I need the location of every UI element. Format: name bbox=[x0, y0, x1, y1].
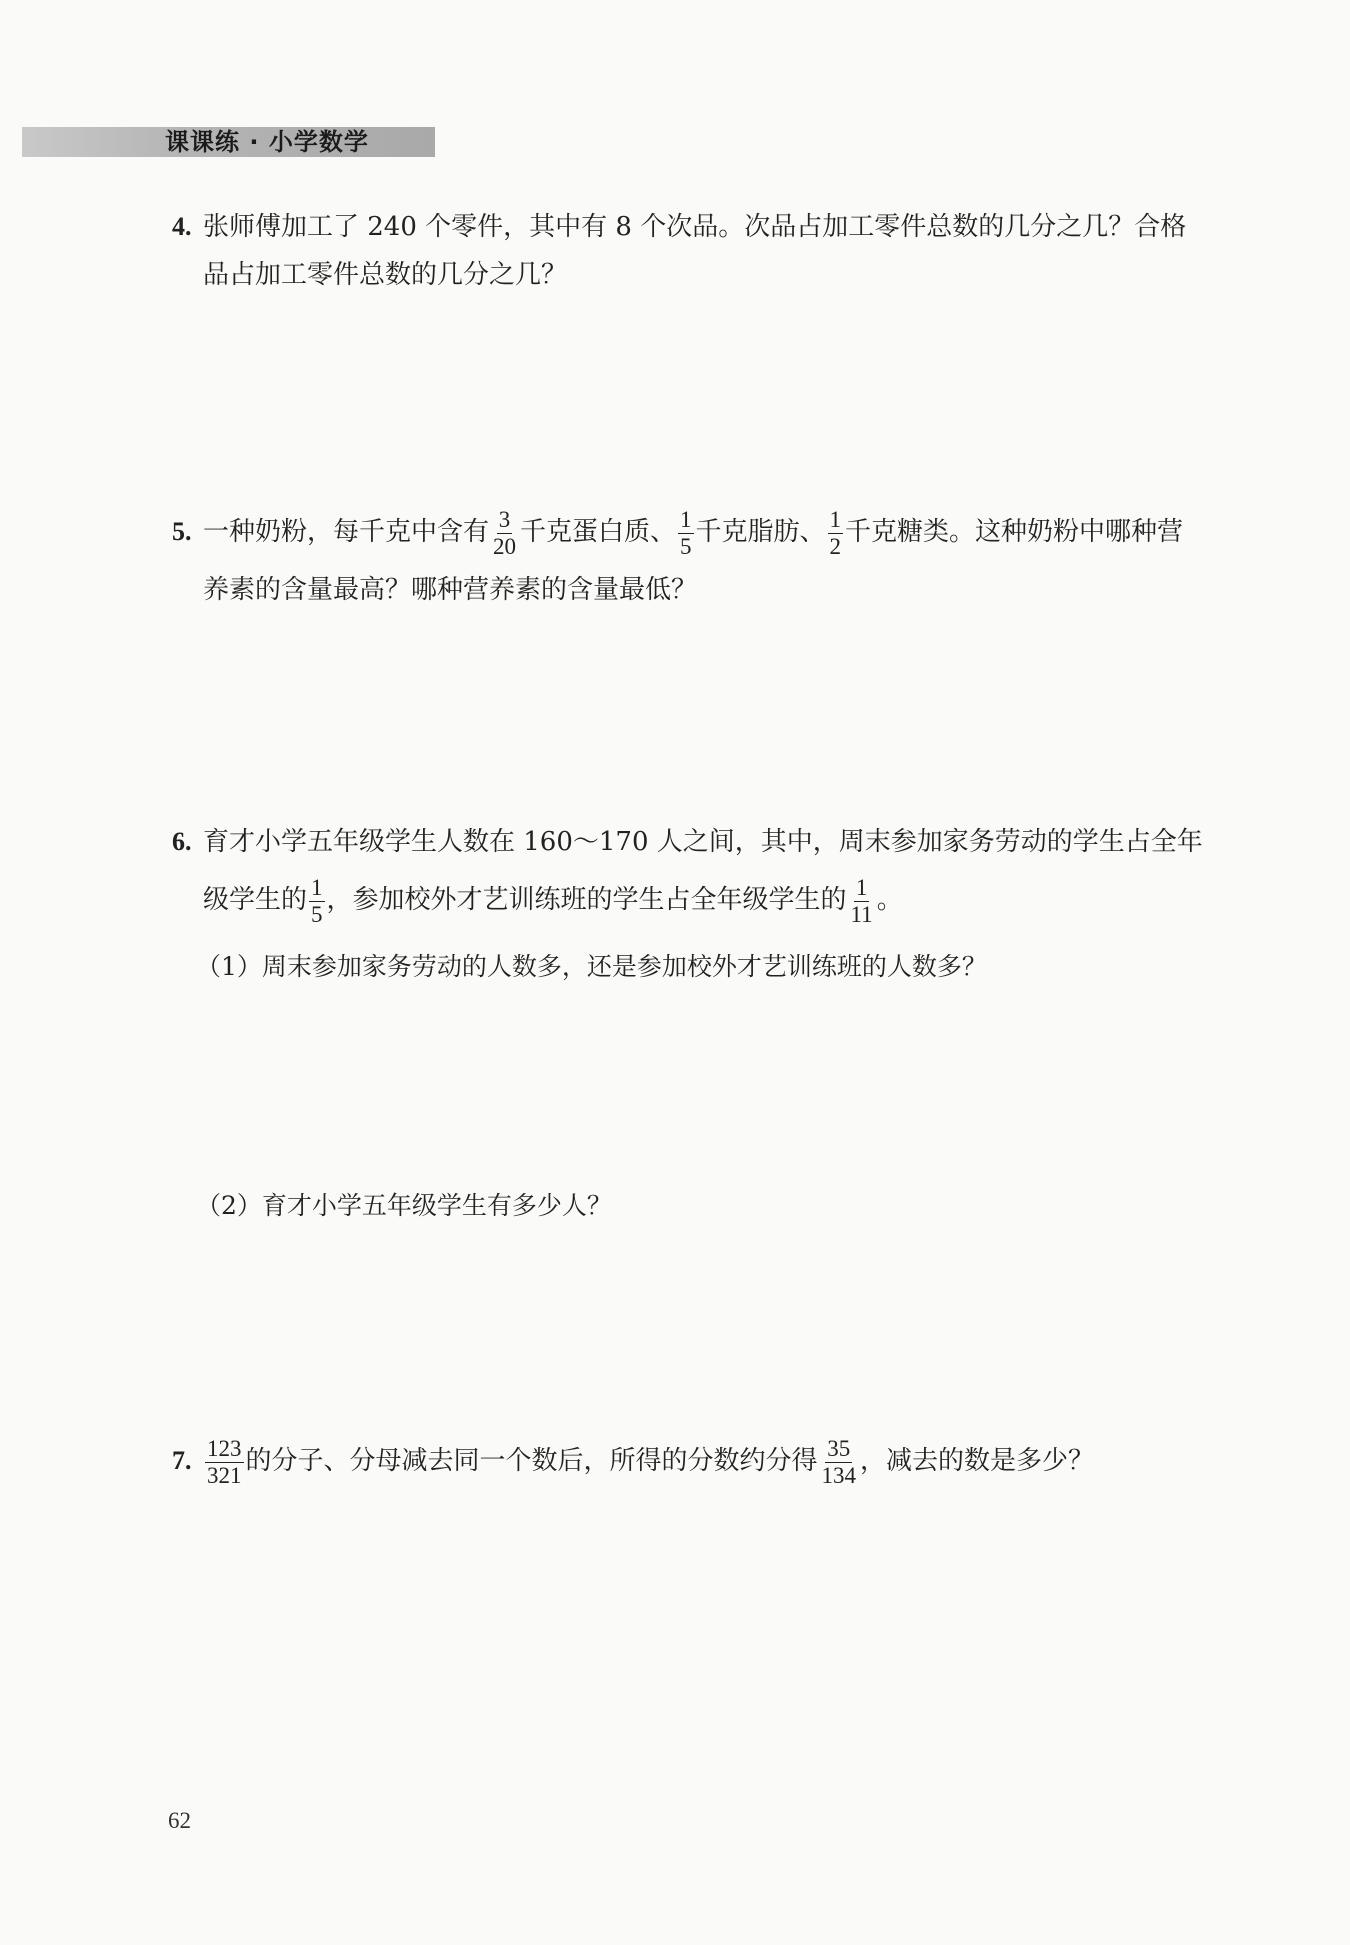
fraction-1-2 bbox=[828, 507, 844, 560]
question-5 bbox=[172, 503, 1232, 619]
question-6-sub-1: （1）周末参加家务劳动的人数多，还是参加校外才艺训练班的人数多？ bbox=[196, 952, 987, 981]
question-6-text-3: ，参加校外才艺训练班的学生占全年级学生的 bbox=[326, 885, 847, 915]
fraction-123-321 bbox=[205, 1436, 244, 1489]
fraction-numerator: 1 bbox=[680, 506, 692, 532]
question-7-text-1: 的分子、分母减去同一个数后，所得的分数约分得 bbox=[245, 1446, 818, 1476]
fraction-numerator: 1 bbox=[829, 506, 842, 532]
question-6 bbox=[172, 813, 1232, 929]
question-6-sub-2: （2）育才小学五年级学生有多少人？ bbox=[196, 1191, 612, 1220]
fraction-numerator: 1 bbox=[855, 874, 868, 900]
fraction-1-5 bbox=[678, 507, 694, 560]
page-number: 62 bbox=[168, 1808, 191, 1833]
question-7-number: 7. bbox=[172, 1446, 192, 1475]
question-6-text-1: 育才小学五年级学生人数在 160～170 人之间，其中，周末参加家务劳动的学生占全年 bbox=[203, 827, 1203, 857]
question-4-number: 4. bbox=[172, 212, 192, 241]
question-5-number: 5. bbox=[172, 517, 192, 546]
header-title: 课课练 · 小学数学 bbox=[165, 128, 369, 156]
question-4 bbox=[172, 203, 1232, 299]
fraction-numerator: 123 bbox=[207, 1435, 242, 1461]
fraction-denominator: 134 bbox=[821, 1462, 857, 1488]
fraction-denominator: 11 bbox=[850, 901, 873, 927]
question-7-line-1 bbox=[172, 1430, 1232, 1492]
question-5-text-1: 一种奶粉，每千克中含有 bbox=[203, 517, 490, 547]
question-5-line-2: 养素的含量最高？哪种营养素的含量最低？ bbox=[203, 575, 698, 605]
question-5-text-4: 千克糖类。这种奶粉中哪种营 bbox=[845, 517, 1184, 547]
fraction-denominator: 20 bbox=[493, 533, 517, 559]
fraction-denominator: 5 bbox=[311, 901, 323, 927]
fraction-numerator: 1 bbox=[311, 874, 323, 900]
question-6-number: 6. bbox=[172, 827, 192, 856]
fraction-denominator: 321 bbox=[207, 1462, 242, 1488]
fraction-denominator: 5 bbox=[680, 533, 692, 559]
question-7-text-2: ，减去的数是多少？ bbox=[860, 1446, 1095, 1476]
fraction-denominator: 2 bbox=[829, 533, 842, 559]
fraction-numerator: 3 bbox=[498, 506, 511, 532]
question-6-text-4: 。 bbox=[876, 885, 903, 915]
fraction-1-11 bbox=[849, 875, 875, 928]
question-4-line-1 bbox=[172, 203, 1232, 251]
question-6-line-1 bbox=[172, 813, 1232, 871]
question-4-text-1: 张师傅加工了 240 个零件，其中有 8 个次品。次品占加工零件总数的几分之几？合格 bbox=[203, 212, 1187, 242]
fraction-1-5 bbox=[309, 875, 325, 928]
question-5-text-2: 千克蛋白质、 bbox=[520, 517, 677, 547]
fraction-3-20 bbox=[491, 507, 518, 560]
question-6-line-2 bbox=[172, 871, 1232, 929]
fraction-numerator: 35 bbox=[827, 1435, 851, 1461]
question-5-line-1 bbox=[172, 503, 1232, 561]
question-5-text-3: 千克脂肪、 bbox=[695, 517, 826, 547]
question-4-line-2: 品占加工零件总数的几分之几？ bbox=[203, 260, 568, 290]
question-7 bbox=[172, 1430, 1232, 1492]
question-6-text-2: 级学生的 bbox=[203, 885, 308, 915]
fraction-35-134 bbox=[820, 1436, 859, 1489]
